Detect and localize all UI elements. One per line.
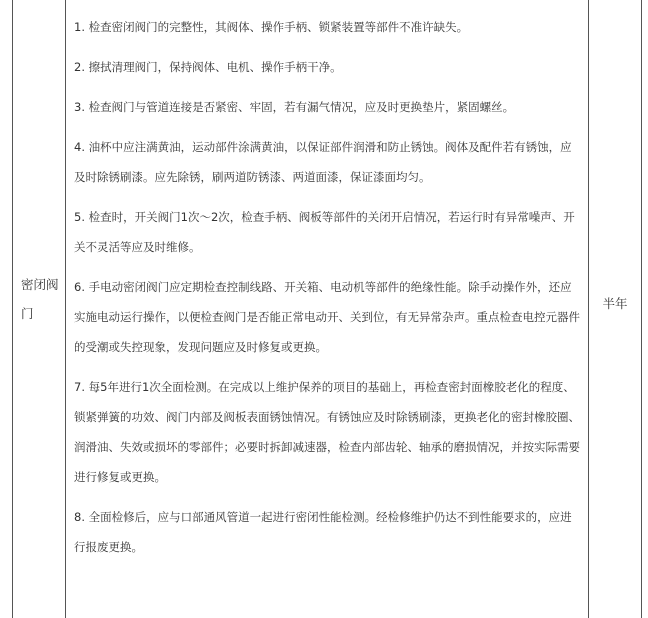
maintenance-content-cell	[66, 0, 588, 572]
item-name-line: 密闭阀	[21, 277, 59, 292]
maintenance-step: 7. 每5年进行1次全面检测。在完成以上维护保养的项目的基础上，再检查密封面橡胶老化的程度、锁紧弹簧的功效、阀门内部及阀板表面锈蚀情况。有锈蚀应及时除锈刷漆，更换老化的密封橡胶圈、润滑油、失效或损坏的零部件；必要时拆卸减速器，检查内部齿轮、轴承的磨损情况，并按实际需要进行修复或更换。	[74, 380, 580, 484]
maintenance-step: 6. 手电动密闭阀门应定期检查控制线路、开关箱、电动机等部件的绝缘性能。除手动操作外，还应实施电动运行操作，以便检查阀门是否能正常电动开、关到位，有无异常杂声。重点检查电控元器件的受潮或失控现象，发现问题应及时修复或更换。	[74, 280, 580, 354]
maintenance-step: 5. 检查时，开关阀门1次～2次，检查手柄、阀板等部件的关闭开启情况，若运行时有异常噪声、开关不灵活等应及时维修。	[74, 210, 575, 254]
item-name-line: 门	[21, 306, 34, 321]
maintenance-step: 4. 油杯中应注满黄油，运动部件涂满黄油，以保证部件润滑和防止锈蚀。阀体及配件若有锈蚀，应及时除锈刷漆。应先除锈，刷两道防锈漆、两道面漆，保证漆面均匀。	[74, 140, 572, 184]
item-name-cell	[13, 270, 65, 328]
maintenance-cycle: 半年	[602, 296, 628, 311]
maintenance-step: 3. 检查阀门与管道连接是否紧密、牢固，若有漏气情况，应及时更换垫片，紧固螺丝。	[74, 100, 515, 114]
maintenance-table	[12, 0, 642, 618]
maintenance-step: 8. 全面检修后，应与口部通风管道一起进行密闭性能检测。经检修维护仍达不到性能要求的，应进行报废更换。	[74, 510, 572, 554]
maintenance-step: 1. 检查密闭阀门的完整性，其阀体、操作手柄、锁紧装置等部件不准许缺失。	[74, 20, 469, 34]
maintenance-step: 2. 擦拭清理阀门，保持阀体、电机、操作手柄干净。	[74, 60, 342, 74]
